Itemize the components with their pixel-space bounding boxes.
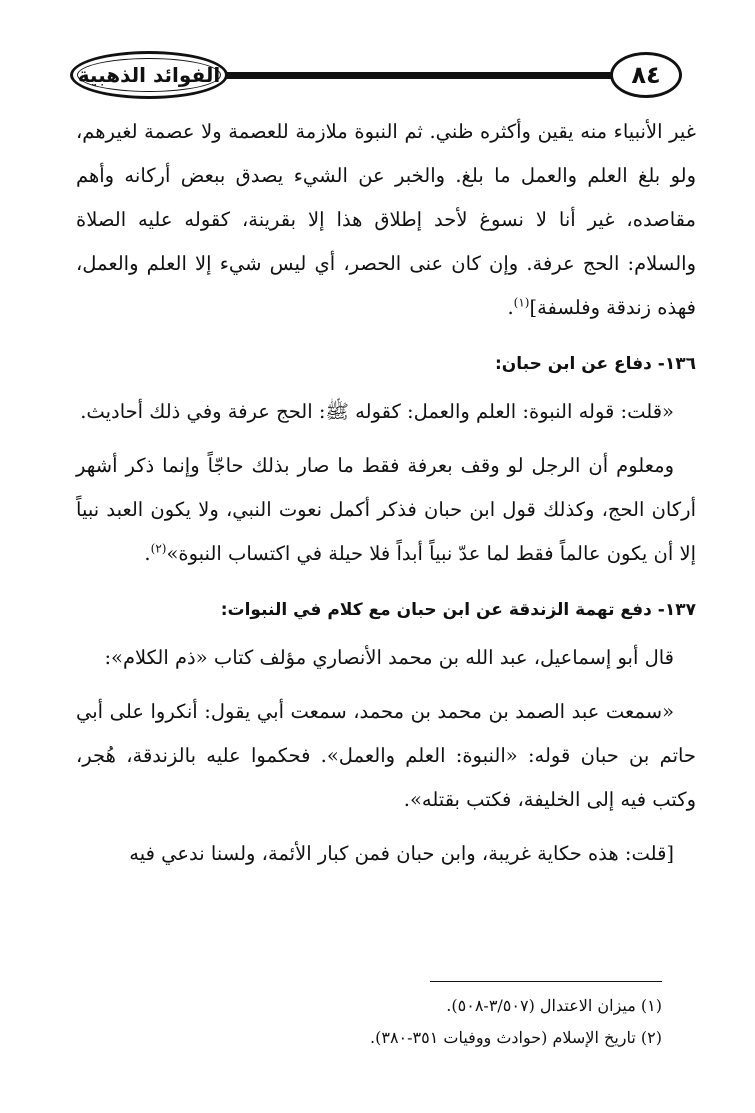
section-heading-136: ١٣٦- دفاع عن ابن حبان: xyxy=(494,354,696,374)
footnotes xyxy=(100,990,662,1054)
paragraph-6: [قلت: هذه حكاية غريبة، وابن حبان فمن كبار الأئمة، ولسنا ندعي فيه xyxy=(129,842,674,865)
page-body xyxy=(76,110,696,876)
footnote-1: (١) ميزان الاعتدال (٣/٥٠٧-٥٠٨). xyxy=(446,996,662,1015)
section-heading-137: ١٣٧- دفع تهمة الزندقة عن ابن حبان مع كلام في النبوات: xyxy=(220,600,696,620)
paragraph-3 xyxy=(76,444,696,576)
paragraph-5: «سمعت عبد الصمد بن محمد بن محمد، سمعت أبي يقول: أنكروا على أبي حاتم بن حبان قوله: «النبوة: العلم والعمل». فحكموا عليه بالزندقة، هُجر، وكتب فيه إلى الخليفة، فكتب بقتله». xyxy=(76,700,696,811)
paragraph-3-end: . xyxy=(144,542,151,565)
book-title: الفوائد الذهبية xyxy=(77,63,221,87)
footnote-separator xyxy=(430,981,662,982)
footnote-2: (٢) تاريخ الإسلام (حوادث ووفيات ٣٥١-٣٨٠). xyxy=(370,1028,662,1047)
header-rule xyxy=(220,72,622,79)
paragraph-1 xyxy=(76,110,696,330)
paragraph-4: قال أبو إسماعيل، عبد الله بن محمد الأنصاري مؤلف كتاب «ذم الكلام»: xyxy=(104,646,674,669)
paragraph-1-text: غير الأنبياء منه يقين وأكثره ظني. ثم النبوة ملازمة للعصمة ولا عصمة لغيرهم، ولو بلغ العلم والعمل ما بلغ. والخبر عن الشيء يصدق ببعض أركانه وأهم مقاصده، غير أنا لا نسوغ لأحد إطلاق هذا إلا بقرينة، كقوله عليه الصلاة والسلام: الحج عرفة. وإن كان عنى الحصر، أي ليس شيء إلا العلم والعمل، فهذه زندقة وفلسفة] xyxy=(76,120,696,319)
book-title-badge xyxy=(70,51,228,99)
footnote-ref-2: (٢) xyxy=(150,541,167,556)
paragraph-3-text: ومعلوم أن الرجل لو وقف بعرفة فقط ما صار بذلك حاجّاً وإنما ذكر أشهر أركان الحج، وكذلك قول ابن حبان فذكر أكمل نعوت النبي، ولا يكون العبد نبياً إلا أن يكون عالماً فقط لما عدّ نبياً أبداً فلا حيلة في اكتساب النبوة» xyxy=(76,454,696,565)
page-number: ٨٤ xyxy=(610,52,682,98)
paragraph-2: «قلت: قوله النبوة: العلم والعمل: كقوله ﷺ: الحج عرفة وفي ذلك أحاديث. xyxy=(80,400,674,423)
paragraph-1-end: . xyxy=(507,296,514,319)
footnote-ref-1: (١) xyxy=(513,295,530,310)
page-header xyxy=(70,50,682,102)
